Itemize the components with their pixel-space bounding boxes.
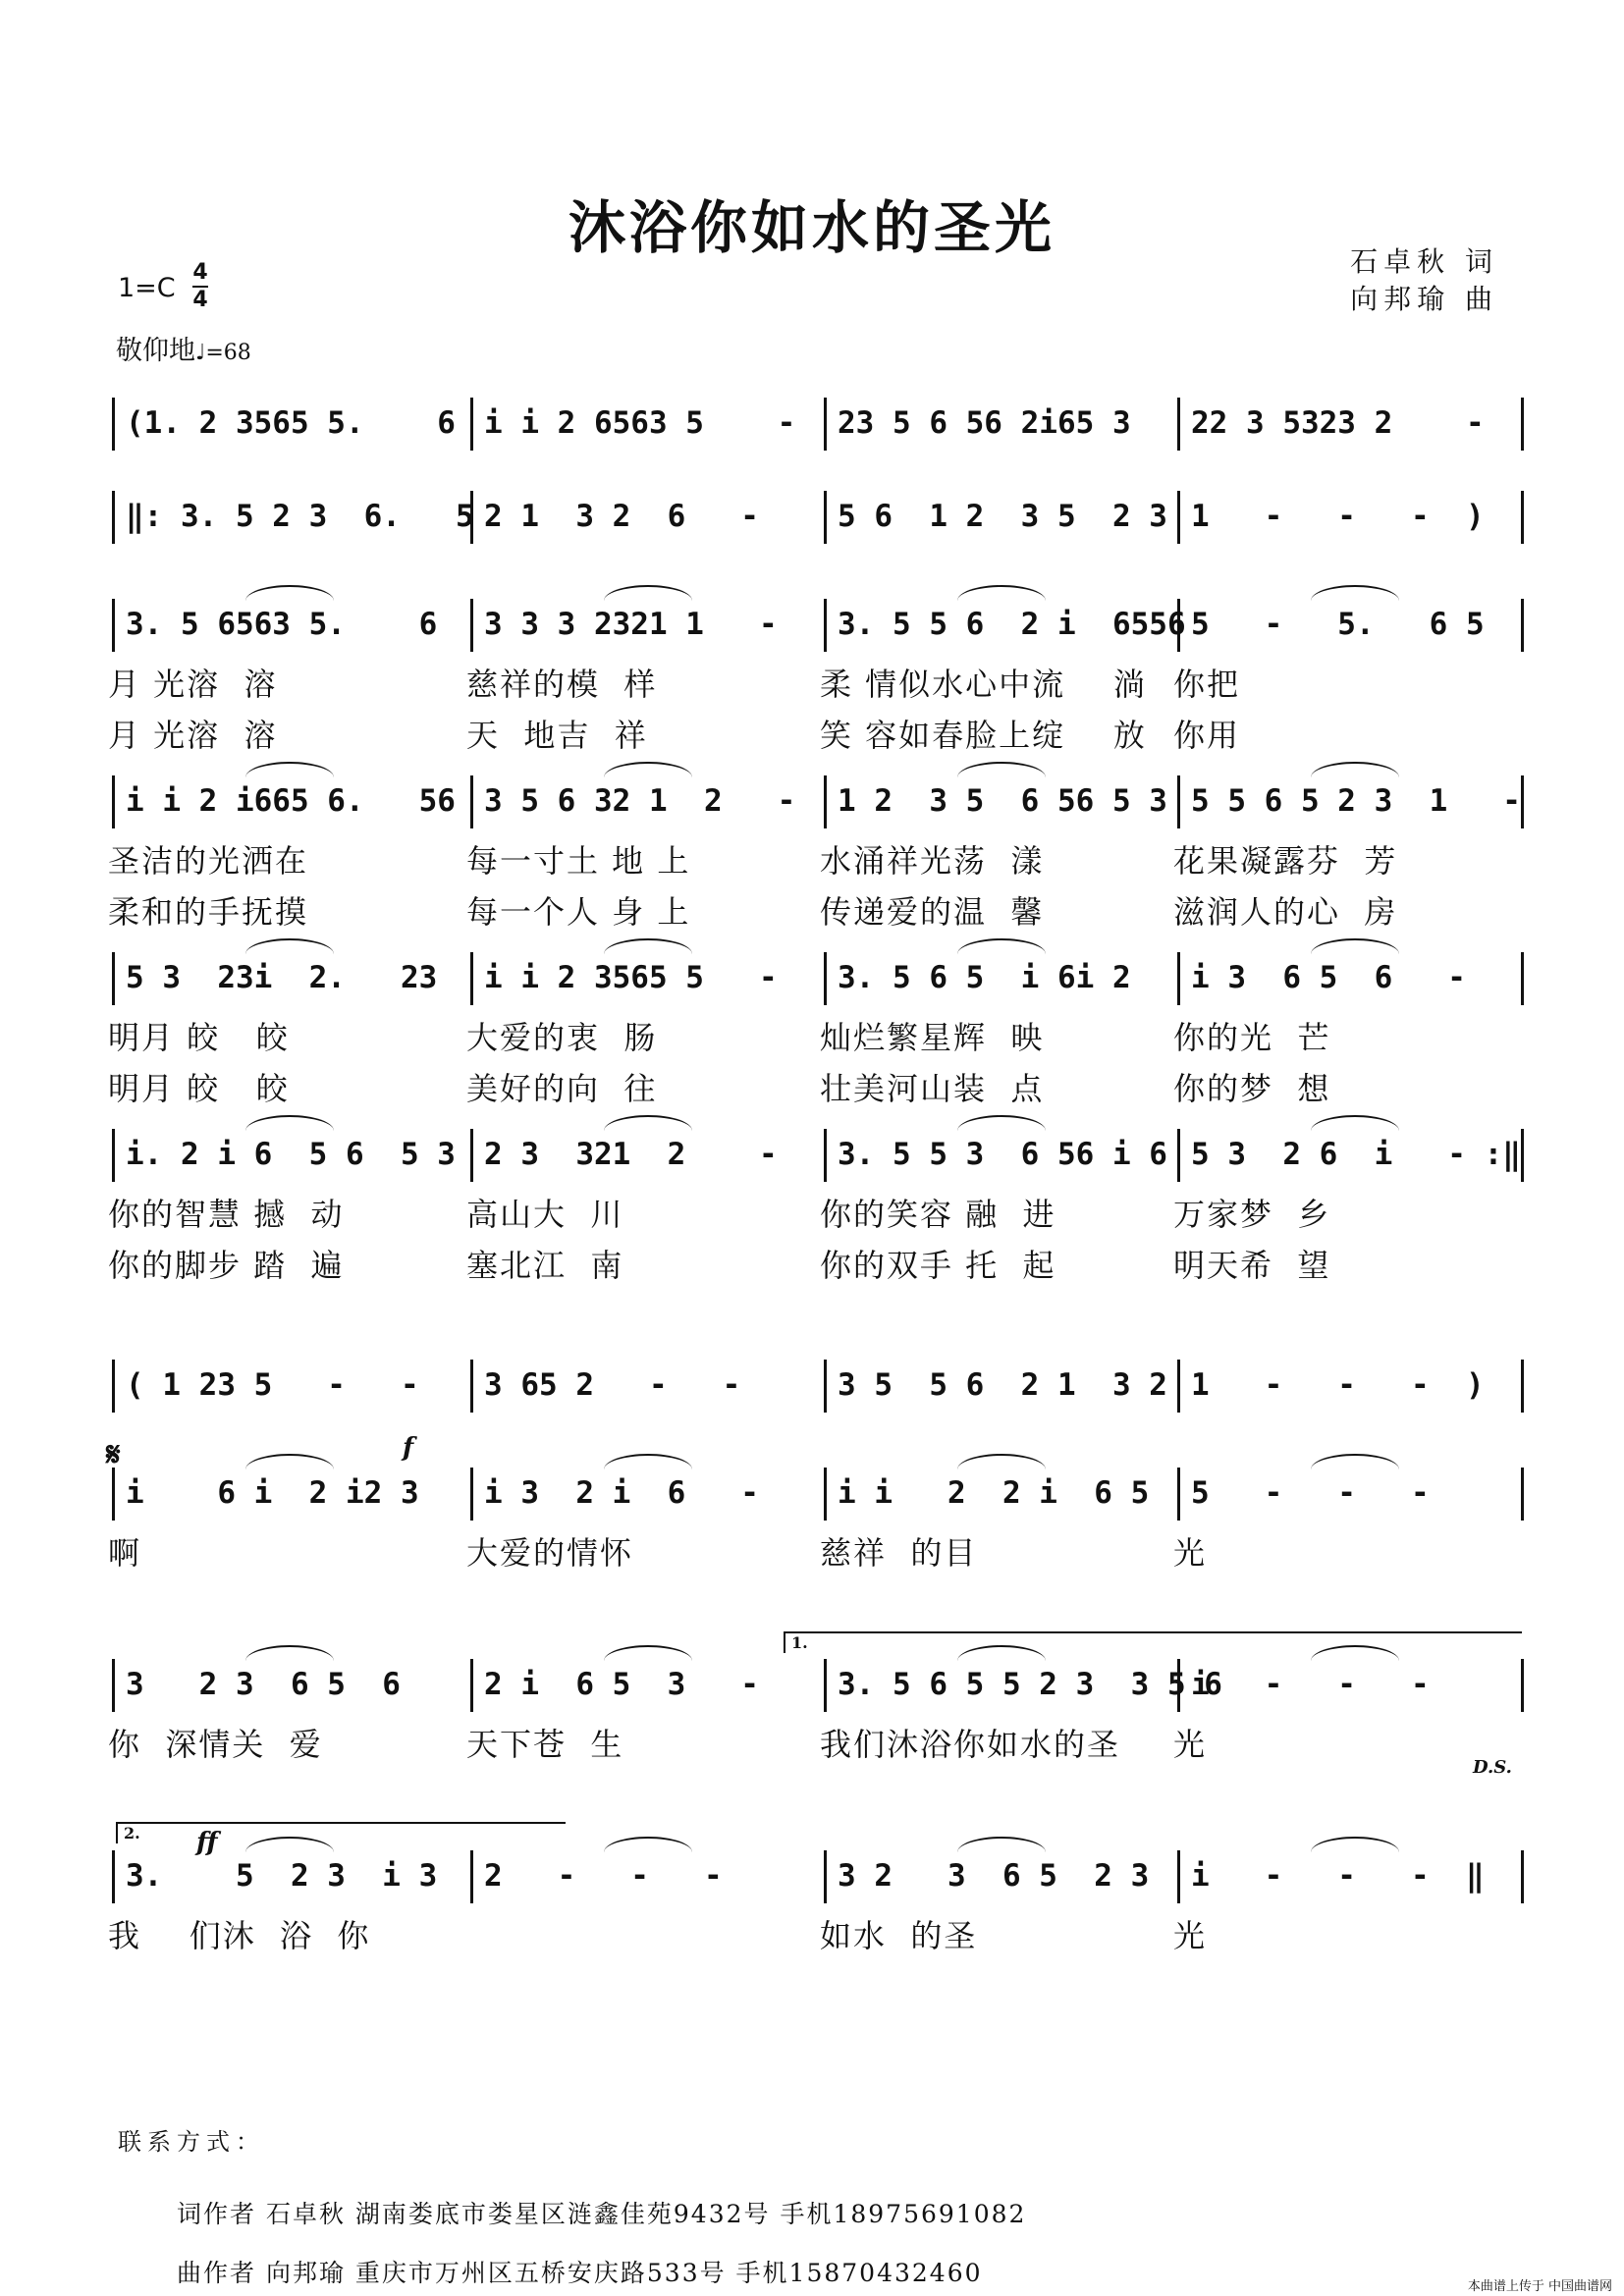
measure-notes: 3 5 6 32 1 2 - xyxy=(484,783,796,819)
time-signature xyxy=(192,260,208,313)
slur xyxy=(1311,762,1399,777)
bar-line xyxy=(1177,491,1180,544)
measure-notes: ‖: 3. 5 2 3 6. 5 xyxy=(126,499,474,534)
slur xyxy=(604,762,692,777)
lyric-segment: 你的梦 想 xyxy=(1173,1070,1331,1107)
lyric-segment: 你的双手 托 起 xyxy=(820,1247,1056,1284)
bar-line xyxy=(1521,775,1524,828)
measure-notes: 2 i 6 5 3 - xyxy=(484,1667,759,1702)
slur xyxy=(245,1115,334,1131)
score-system xyxy=(108,491,1522,550)
slur xyxy=(245,1454,334,1469)
slur xyxy=(604,1837,692,1852)
slur xyxy=(1311,1837,1399,1852)
bar-line xyxy=(1521,1659,1524,1712)
lyric-segment: 柔和的手抚摸 xyxy=(108,893,309,931)
meter-bottom: 4 xyxy=(192,288,208,312)
tempo-marking xyxy=(116,329,251,367)
measure-notes: 3. 5 6 5 5 2 3 3 5 6 xyxy=(838,1667,1222,1702)
lyric-segment: 传递爱的温 馨 xyxy=(820,893,1045,931)
measure-notes: 1 - - - ) xyxy=(1191,1367,1485,1403)
lyric-segment: 光 xyxy=(1173,1917,1208,1954)
slur xyxy=(604,1115,692,1131)
lyric-segment: 塞北江 南 xyxy=(466,1247,624,1284)
bar-line xyxy=(1521,1468,1524,1521)
bar-line xyxy=(1521,599,1524,652)
lyric-segment: 明月 皎 皎 xyxy=(108,1019,290,1056)
lyric-segment: 壮美河山装 点 xyxy=(820,1070,1045,1107)
measure-notes: i. 2 i 6 5 6 5 3 xyxy=(126,1137,456,1172)
bar-line xyxy=(824,1659,827,1712)
lyric-line xyxy=(108,1064,1522,1107)
lyric-segment: 高山大 川 xyxy=(466,1196,624,1233)
bar-line xyxy=(470,775,473,828)
bar-line xyxy=(1177,952,1180,1005)
notation-row xyxy=(108,1129,1522,1178)
lyric-segment: 你的笑容 融 进 xyxy=(820,1196,1056,1233)
slur xyxy=(604,1645,692,1661)
bar-line xyxy=(112,775,115,828)
bar-line xyxy=(1177,1129,1180,1182)
forte-mark: f xyxy=(403,1433,414,1463)
volta-2-label: 2. xyxy=(124,1824,140,1842)
score-system xyxy=(108,1468,1522,1572)
lyric-segment: 你把 xyxy=(1173,666,1241,703)
slur xyxy=(1311,1454,1399,1469)
key-signature: 1=C xyxy=(118,273,176,303)
song-title: 沐浴你如水的圣光 xyxy=(568,194,1056,261)
score-system xyxy=(108,1360,1522,1418)
slur xyxy=(245,585,334,601)
measure-notes: i i 2 2 i 6 5 xyxy=(838,1475,1150,1511)
measure-notes: i i 2 3565 5 - xyxy=(484,960,778,995)
score-system xyxy=(108,1659,1522,1763)
bar-line xyxy=(1177,1850,1180,1903)
tempo-text: 敬仰地 xyxy=(116,336,195,366)
lyric-line xyxy=(108,1911,1522,1954)
fortissimo-mark: ff xyxy=(196,1828,218,1857)
score-system xyxy=(108,1850,1522,1954)
measure-notes: 2 1 3 2 6 - xyxy=(484,499,759,534)
score-system xyxy=(108,599,1522,754)
bar-line xyxy=(470,1468,473,1521)
measure-notes: 3. 5 5 6 2 i 6556 xyxy=(838,607,1186,642)
lyric-segment: 灿烂繁星辉 映 xyxy=(820,1019,1045,1056)
bar-line xyxy=(470,1850,473,1903)
score-system xyxy=(108,952,1522,1107)
slur xyxy=(1311,585,1399,601)
bar-line xyxy=(112,1360,115,1413)
measure-notes: i - - - ‖ xyxy=(1191,1858,1485,1894)
bar-line xyxy=(1521,1129,1524,1182)
bar-line xyxy=(112,1659,115,1712)
measure-notes: 5 6 1 2 3 5 2 3 xyxy=(838,499,1167,534)
bar-line xyxy=(824,398,827,451)
measure-notes: 3 5 5 6 2 1 3 2 xyxy=(838,1367,1167,1403)
measure-notes: 5 5 6 5 2 3 1 - xyxy=(1191,783,1521,819)
bar-line xyxy=(112,952,115,1005)
lyric-segment: 美好的向 往 xyxy=(466,1070,658,1107)
lyric-segment: 万家梦 乡 xyxy=(1173,1196,1331,1233)
lyric-segment: 水涌祥光荡 漾 xyxy=(820,842,1045,880)
lyricist-credit: 石卓秋 词 xyxy=(1350,245,1498,278)
measure-notes: 3 65 2 - - xyxy=(484,1367,741,1403)
slur xyxy=(957,762,1046,777)
bar-line xyxy=(470,1360,473,1413)
lyric-line xyxy=(108,1528,1522,1572)
footer-note: 本曲谱上传于 中国曲谱网 xyxy=(1467,2279,1612,2294)
measure-notes: 22 3 5323 2 - xyxy=(1191,405,1485,441)
slur xyxy=(957,1115,1046,1131)
slur xyxy=(604,938,692,954)
measure-notes: i 3 6 5 6 - xyxy=(1191,960,1466,995)
bar-line xyxy=(1521,491,1524,544)
bar-line xyxy=(824,599,827,652)
bar-line xyxy=(112,398,115,451)
notation-row xyxy=(108,952,1522,1001)
bar-line xyxy=(824,775,827,828)
slur xyxy=(957,1454,1046,1469)
lyric-segment: 明天希 望 xyxy=(1173,1247,1331,1284)
slur xyxy=(604,1454,692,1469)
bar-line xyxy=(112,1850,115,1903)
lyric-segment: 每一个人 身 上 xyxy=(466,893,691,931)
notation-row xyxy=(108,1360,1522,1409)
lyric-segment: 啊 xyxy=(108,1534,142,1572)
bar-line xyxy=(1521,1850,1524,1903)
score-system xyxy=(108,398,1522,456)
bar-line xyxy=(1521,952,1524,1005)
bar-line xyxy=(1521,1360,1524,1413)
measure-notes: 3 2 3 6 5 6 xyxy=(126,1667,401,1702)
measure-notes: 23 5 6 56 2i65 3 xyxy=(838,405,1131,441)
slur xyxy=(1311,938,1399,954)
lyric-segment: 你的智慧 撼 动 xyxy=(108,1196,345,1233)
bar-line xyxy=(470,1129,473,1182)
contact-heading: 联系方式： xyxy=(118,2128,265,2156)
lyric-segment: 你的脚步 踏 遍 xyxy=(108,1247,345,1284)
slur xyxy=(245,938,334,954)
notation-row xyxy=(108,398,1522,447)
bar-line xyxy=(824,1360,827,1413)
slur xyxy=(957,1837,1046,1852)
lyric-line xyxy=(108,1013,1522,1056)
lyric-segment: 光 xyxy=(1173,1534,1208,1572)
lyric-segment: 月 光溶 溶 xyxy=(108,717,278,754)
bar-line xyxy=(1177,1468,1180,1521)
measure-notes: 5 3 23i 2. 23 xyxy=(126,960,438,995)
composer-credit: 向邦瑜 曲 xyxy=(1350,283,1498,315)
slur xyxy=(1311,1115,1399,1131)
bar-line xyxy=(1177,775,1180,828)
lyric-line xyxy=(108,711,1522,754)
measure-notes: 3. 5 6 5 i 6i 2 xyxy=(838,960,1131,995)
lyric-segment: 柔 情似水心中流 淌 xyxy=(820,666,1147,703)
measure-notes: 2 3 321 2 - xyxy=(484,1137,778,1172)
measure-notes: 3. 5 6563 5. 6 xyxy=(126,607,438,642)
lyric-segment: 滋润人的心 房 xyxy=(1173,893,1398,931)
score-system xyxy=(108,1129,1522,1284)
measure-notes: (1. 2 3565 5. 6 xyxy=(126,405,456,441)
contact-lyricist: 词作者 石卓秋 湖南娄底市娄星区涟鑫佳苑9432号 手机18975691082 xyxy=(177,2200,1027,2228)
lyric-segment: 笑 容如春脸上绽 放 xyxy=(820,717,1147,754)
bar-line xyxy=(1177,398,1180,451)
lyric-segment: 大爱的衷 肠 xyxy=(466,1019,658,1056)
bar-line xyxy=(1521,398,1524,451)
lyric-segment: 我们沐浴你如水的圣 xyxy=(820,1726,1121,1763)
notation-row xyxy=(108,491,1522,540)
bar-line xyxy=(824,952,827,1005)
score-system xyxy=(108,775,1522,931)
bar-line xyxy=(112,599,115,652)
notation-row xyxy=(108,1659,1522,1708)
lyric-segment: 我 们沐 浴 你 xyxy=(108,1917,371,1954)
bar-line xyxy=(824,1850,827,1903)
lyric-segment: 你 深情关 爱 xyxy=(108,1726,323,1763)
measure-notes: i 6 i 2 i2 3 xyxy=(126,1475,419,1511)
measure-notes: 3 2 3 6 5 2 3 xyxy=(838,1858,1150,1894)
lyric-segment: 慈祥 的目 xyxy=(820,1534,978,1572)
bar-line xyxy=(470,1659,473,1712)
lyric-segment: 你的光 芒 xyxy=(1173,1019,1331,1056)
notation-row xyxy=(108,599,1522,648)
measure-notes: 1 2 3 5 6 56 5 3 xyxy=(838,783,1167,819)
measure-notes: i i 2 6563 5 - xyxy=(484,405,796,441)
measure-notes: i - - - xyxy=(1191,1667,1430,1702)
measure-notes: i i 2 i665 6. 56 xyxy=(126,783,456,819)
lyric-segment: 慈祥的模 样 xyxy=(466,666,658,703)
dal-segno-mark: D.S. xyxy=(1473,1757,1512,1778)
slur xyxy=(245,762,334,777)
bar-line xyxy=(112,491,115,544)
contact-composer: 曲作者 向邦瑜 重庆市万州区五桥安庆路533号 手机15870432460 xyxy=(177,2259,983,2287)
notation-row xyxy=(108,1850,1522,1899)
notation-row xyxy=(108,775,1522,825)
lyric-segment: 光 xyxy=(1173,1726,1208,1763)
bar-line xyxy=(470,398,473,451)
bar-line xyxy=(824,1129,827,1182)
tempo-value: ♩=68 xyxy=(195,341,251,365)
bar-line xyxy=(1177,1360,1180,1413)
slur xyxy=(957,585,1046,601)
bar-line xyxy=(112,1129,115,1182)
lyric-segment: 月 光溶 溶 xyxy=(108,666,278,703)
measure-notes: 2 - - - xyxy=(484,1858,723,1894)
lyric-segment: 如水 的圣 xyxy=(820,1917,978,1954)
volta-1-label: 1. xyxy=(791,1633,808,1652)
bar-line xyxy=(470,952,473,1005)
segno-mark: 𝄋 xyxy=(106,1435,121,1474)
volta-2 xyxy=(116,1822,566,1843)
notation-row xyxy=(108,1468,1522,1517)
bar-line xyxy=(470,599,473,652)
bar-line xyxy=(824,1468,827,1521)
lyric-segment: 圣洁的光洒在 xyxy=(108,842,309,880)
measure-notes: 1 - - - ) xyxy=(1191,499,1485,534)
slur xyxy=(957,938,1046,954)
slur xyxy=(604,585,692,601)
slur xyxy=(245,1645,334,1661)
lyric-segment: 你用 xyxy=(1173,717,1241,754)
lyric-segment: 天下苍 生 xyxy=(466,1726,624,1763)
measure-notes: 5 - - - xyxy=(1191,1475,1430,1511)
lyric-line xyxy=(108,1190,1522,1233)
lyric-line xyxy=(108,1720,1522,1763)
measure-notes: 3. 5 5 3 6 56 i 6 xyxy=(838,1137,1167,1172)
lyric-segment: 每一寸土 地 上 xyxy=(466,842,691,880)
lyric-line xyxy=(108,1241,1522,1284)
lyric-segment: 花果凝露芬 芳 xyxy=(1173,842,1398,880)
measure-notes: ( 1 23 5 - - xyxy=(126,1367,419,1403)
lyric-line xyxy=(108,887,1522,931)
measure-notes: 3 3 3 2321 1 - xyxy=(484,607,778,642)
lyric-segment: 明月 皎 皎 xyxy=(108,1070,290,1107)
bar-line xyxy=(824,491,827,544)
lyric-line xyxy=(108,836,1522,880)
lyric-segment: 天 地吉 祥 xyxy=(466,717,648,754)
lyric-line xyxy=(108,660,1522,703)
measure-notes: 3. 5 2 3 i 3 xyxy=(126,1858,438,1894)
measure-notes: 5 - 5. 6 5 xyxy=(1191,607,1485,642)
bar-line xyxy=(112,1468,115,1521)
measure-notes: 5 3 2 6 i - :‖ xyxy=(1191,1137,1521,1172)
measure-notes: i 3 2 i 6 - xyxy=(484,1475,759,1511)
volta-1 xyxy=(784,1631,1522,1653)
meter-top: 4 xyxy=(192,260,208,285)
lyric-segment: 大爱的情怀 xyxy=(466,1534,634,1572)
